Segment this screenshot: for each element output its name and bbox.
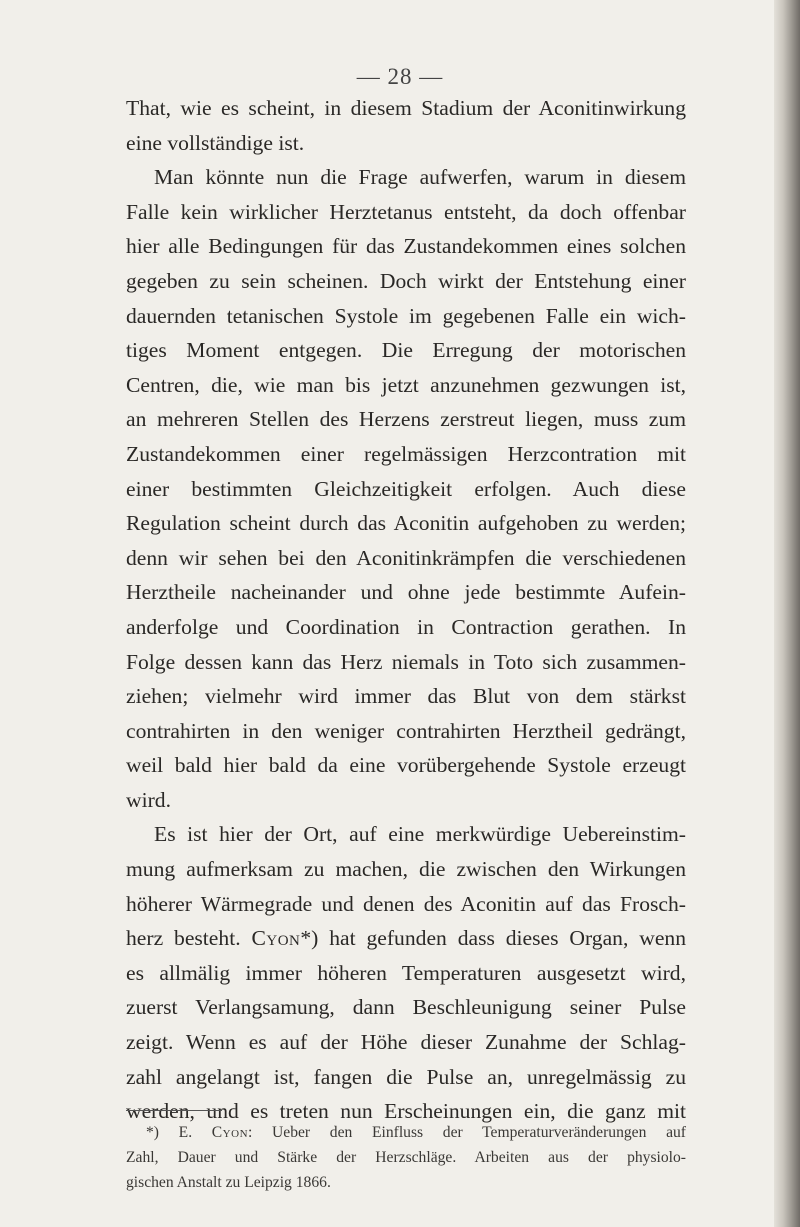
text-line: tiges Moment entgegen. Die Erregung der motorischen	[126, 338, 686, 363]
text-line: zuerst Verlangsamung, dann Beschleunigung seiner Pulse	[126, 995, 686, 1020]
text-fragment: : Ueber den Einfluss der Temperaturveränderungen auf	[248, 1124, 686, 1141]
text-line: Es ist hier der Ort, auf eine merkwürdige Uebereinstim-	[154, 822, 686, 847]
text-line: anderfolge und Coordination in Contraction gerathen. In	[126, 614, 686, 639]
text-line: Regulation scheint durch das Aconitin aufgehoben zu werden;	[126, 511, 686, 536]
footnote-line-with-author	[126, 1120, 686, 1145]
text-line: Zustandekommen einer regelmässigen Herzcontration mit	[126, 441, 686, 466]
text-line: eine vollständige ist.	[126, 130, 305, 155]
page-edge-shadow	[774, 0, 800, 1227]
footnote-line: Zahl, Dauer und Stärke der Herzschläge. Arbeiten aus der physiolo-	[126, 1149, 686, 1166]
author-name: Cyon	[251, 926, 301, 951]
text-line: dauernden tetanischen Systole im gegebenen Falle ein wich-	[126, 303, 686, 328]
text-line: Man könnte nun die Frage aufwerfen, warum in diesem	[154, 165, 686, 190]
text-line: Falle kein wirklicher Herztetanus entsteht, da doch offenbar	[126, 199, 686, 224]
text-line: zeigt. Wenn es auf der Höhe dieser Zunahme der Schlag-	[126, 1030, 686, 1055]
page-number: — 28 —	[356, 64, 444, 89]
text-line: es allmälig immer höheren Temperaturen ausgesetzt wird,	[126, 960, 686, 985]
footnote-line: gischen Anstalt zu Leipzig 1866.	[126, 1174, 331, 1191]
text-line: wird.	[126, 787, 171, 812]
text-fragment: herz besteht.	[126, 926, 252, 951]
text-line: contrahirten in den weniger contrahirten Herztheil gedrängt,	[126, 718, 686, 743]
text-line: denn wir sehen bei den Aconitinkrämpfen die verschiedenen	[126, 545, 686, 570]
main-text	[126, 91, 686, 1129]
text-line: einer bestimmten Gleichzeitigkeit erfolgen. Auch diese	[126, 476, 686, 501]
text-line: mung aufmerksam zu machen, die zwischen den Wirkungen	[126, 857, 686, 882]
text-line-with-author	[126, 921, 686, 956]
text-line: ziehen; vielmehr wird immer das Blut von dem stärkst	[126, 684, 686, 709]
text-line: gegeben zu sein scheinen. Doch wirkt der Entstehung einer	[126, 268, 686, 293]
text-line: Folge dessen kann das Herz niemals in Toto sich zusammen-	[126, 649, 686, 674]
author-name: Cyon	[211, 1124, 249, 1141]
text-line: weil bald hier bald da eine vorübergehende Systole erzeugt	[126, 753, 686, 778]
text-fragment: *) E.	[146, 1124, 212, 1141]
footnote-divider	[126, 1110, 222, 1111]
text-line: werden, und es treten nun Erscheinungen ein, die ganz mit	[126, 1099, 686, 1124]
footnote	[126, 1120, 686, 1195]
text-line: zahl angelangt ist, fangen die Pulse an, unregelmässig zu	[126, 1064, 686, 1089]
text-line: hier alle Bedingungen für das Zustandekommen eines solchen	[126, 234, 686, 259]
text-line: an mehreren Stellen des Herzens zerstreut liegen, muss zum	[126, 407, 686, 432]
text-fragment: *) hat gefunden dass dieses Organ, wenn	[300, 926, 686, 951]
text-line: Centren, die, wie man bis jetzt anzunehmen gezwungen ist,	[126, 372, 686, 397]
text-line: höherer Wärmegrade und denen des Aconitin auf das Frosch-	[126, 891, 686, 916]
text-line: That, wie es scheint, in diesem Stadium der Aconitinwirkung	[126, 96, 686, 120]
text-line: Herztheile nacheinander und ohne jede bestimmte Aufein-	[126, 580, 686, 605]
